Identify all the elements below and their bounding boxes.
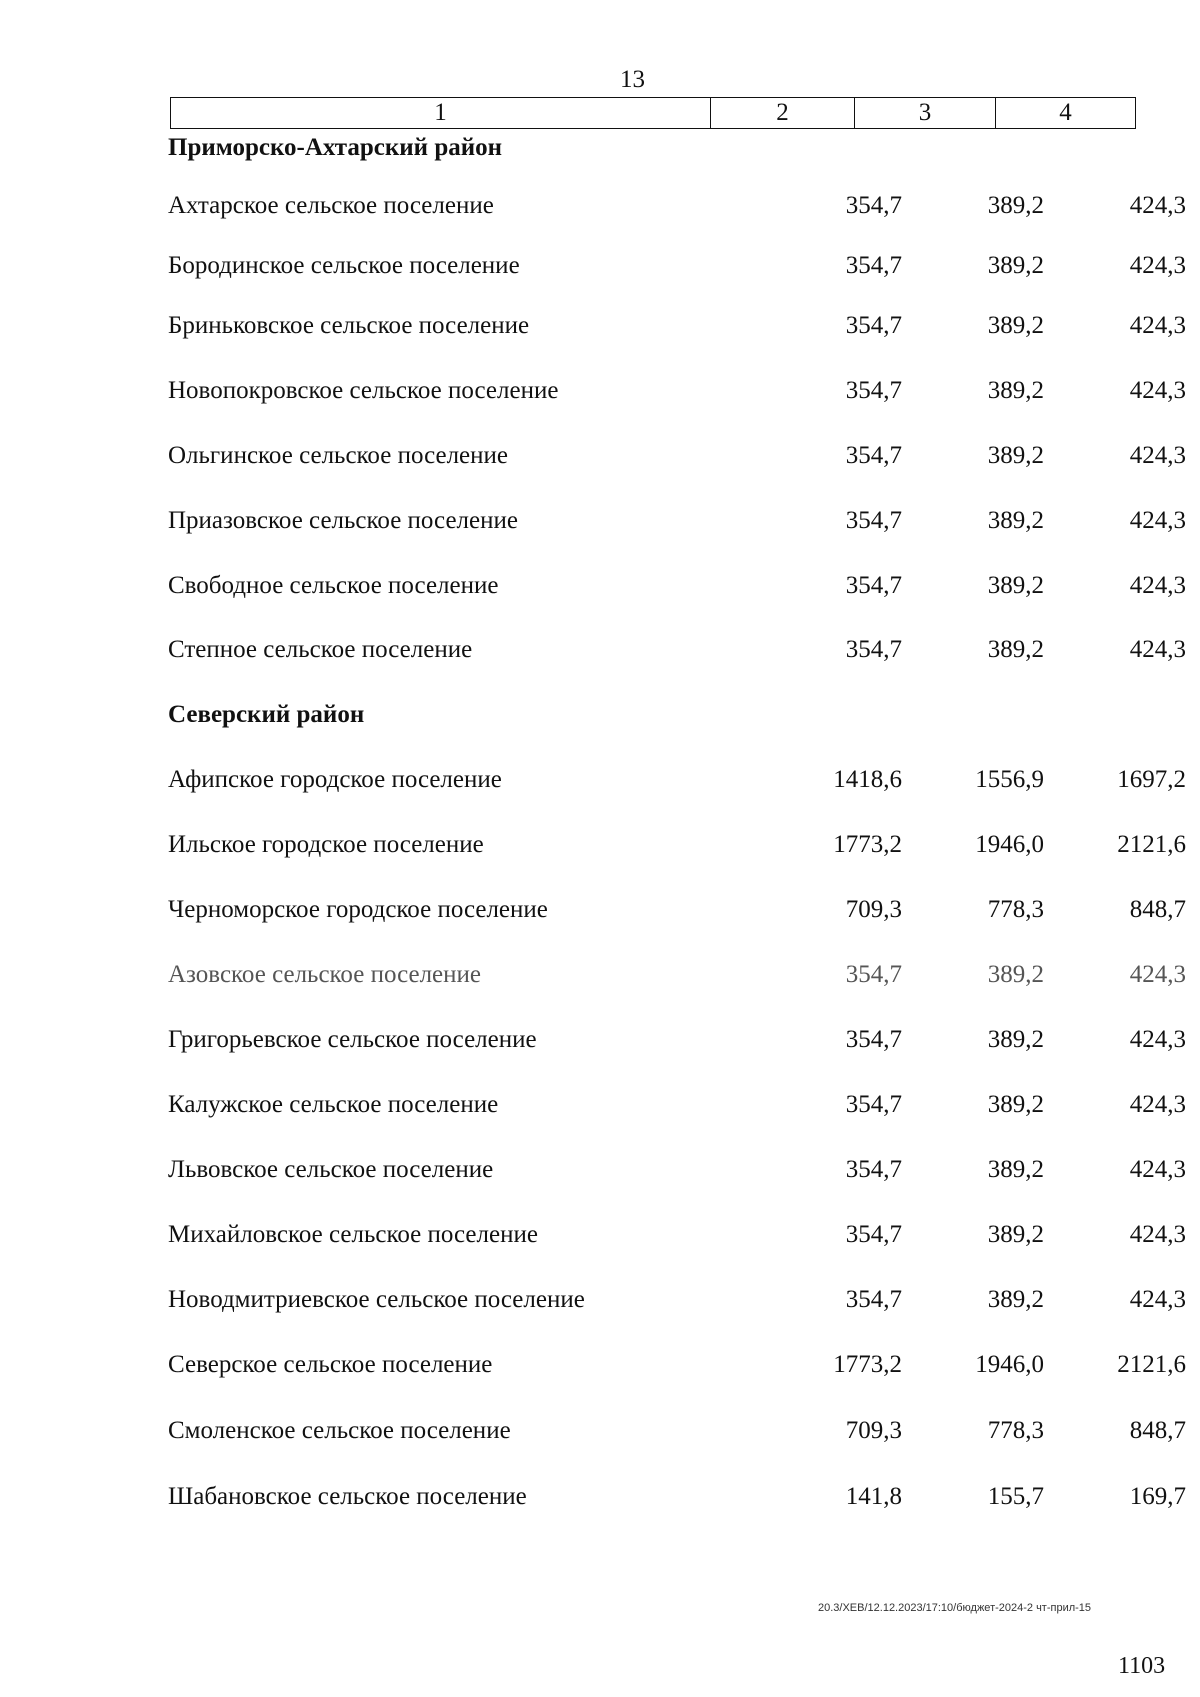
settlement-name: Степное сельское поселение bbox=[168, 636, 473, 663]
value-col-4: 1697,2 bbox=[1117, 766, 1186, 793]
district-heading bbox=[168, 697, 1140, 733]
value-col-4: 424,3 bbox=[1129, 507, 1186, 534]
value-col-4: 424,3 bbox=[1129, 636, 1186, 663]
value-col-2: 709,3 bbox=[845, 896, 902, 923]
value-col-4: 424,3 bbox=[1129, 1026, 1186, 1053]
value-col-3: 389,2 bbox=[987, 572, 1044, 599]
value-col-2: 354,7 bbox=[845, 572, 902, 599]
settlement-name: Черноморское городское поселение bbox=[168, 896, 548, 923]
table-row bbox=[168, 1347, 1186, 1383]
settlement-name: Ахтарское сельское поселение bbox=[168, 192, 494, 219]
settlement-name: Григорьевское сельское поселение bbox=[168, 1026, 537, 1053]
value-col-3: 389,2 bbox=[987, 961, 1044, 988]
value-col-4: 424,3 bbox=[1129, 1221, 1186, 1248]
header-col-4: 4 bbox=[1059, 99, 1072, 126]
value-col-4: 424,3 bbox=[1129, 1156, 1186, 1183]
value-col-3: 389,2 bbox=[987, 442, 1044, 469]
value-col-4: 424,3 bbox=[1129, 1286, 1186, 1313]
value-col-4: 848,7 bbox=[1129, 896, 1186, 923]
value-col-4: 424,3 bbox=[1129, 377, 1186, 404]
table-row bbox=[168, 248, 1186, 284]
table-row bbox=[168, 373, 1186, 409]
table-row bbox=[168, 308, 1186, 344]
settlement-name: Бородинское сельское поселение bbox=[168, 252, 520, 279]
value-col-3: 389,2 bbox=[987, 252, 1044, 279]
value-col-3: 155,7 bbox=[987, 1483, 1044, 1510]
value-col-2: 1773,2 bbox=[833, 1351, 902, 1378]
value-col-2: 141,8 bbox=[845, 1483, 902, 1510]
table-row bbox=[168, 568, 1186, 604]
value-col-4: 169,7 bbox=[1129, 1483, 1186, 1510]
table-row bbox=[168, 827, 1186, 863]
value-col-2: 354,7 bbox=[845, 1221, 902, 1248]
value-col-2: 354,7 bbox=[845, 312, 902, 339]
value-col-2: 354,7 bbox=[845, 442, 902, 469]
value-col-3: 389,2 bbox=[987, 1286, 1044, 1313]
table-row bbox=[168, 1282, 1186, 1318]
value-col-2: 1773,2 bbox=[833, 831, 902, 858]
value-col-2: 1418,6 bbox=[833, 766, 902, 793]
value-col-4: 424,3 bbox=[1129, 442, 1186, 469]
page-number-top: 13 bbox=[620, 66, 645, 93]
table-row bbox=[168, 1413, 1186, 1449]
value-col-3: 389,2 bbox=[987, 1091, 1044, 1118]
table-row bbox=[168, 957, 1186, 993]
header-col-1: 1 bbox=[171, 98, 711, 128]
document-stamp: 20.3/ХЕВ/12.12.2023/17:10/бюджет-2024-2 чт-прил-15 bbox=[818, 1602, 1092, 1614]
value-col-4: 2121,6 bbox=[1117, 1351, 1186, 1378]
value-col-2: 354,7 bbox=[845, 507, 902, 534]
settlement-name: Новодмитриевское сельское поселение bbox=[168, 1286, 585, 1313]
settlement-name: Ильское городское поселение bbox=[168, 831, 484, 858]
settlement-name: Ольгинское сельское поселение bbox=[168, 442, 508, 469]
value-col-4: 424,3 bbox=[1129, 572, 1186, 599]
table-row bbox=[168, 438, 1186, 474]
table-header-row bbox=[170, 97, 1136, 129]
settlement-name: Приазовское сельское поселение bbox=[168, 507, 518, 534]
value-col-4: 848,7 bbox=[1129, 1417, 1186, 1444]
value-col-3: 778,3 bbox=[987, 1417, 1044, 1444]
value-col-4: 424,3 bbox=[1129, 192, 1186, 219]
value-col-2: 354,7 bbox=[845, 636, 902, 663]
table-row bbox=[168, 1479, 1186, 1515]
value-col-3: 389,2 bbox=[987, 636, 1044, 663]
table-row bbox=[168, 762, 1186, 798]
value-col-3: 389,2 bbox=[987, 1156, 1044, 1183]
settlement-name: Михайловское сельское поселение bbox=[168, 1221, 538, 1248]
settlement-name: Смоленское сельское поселение bbox=[168, 1417, 511, 1444]
value-col-4: 2121,6 bbox=[1117, 831, 1186, 858]
settlement-name: Северское сельское поселение bbox=[168, 1351, 493, 1378]
settlement-name: Львовское сельское поселение bbox=[168, 1156, 494, 1183]
value-col-2: 354,7 bbox=[845, 1286, 902, 1313]
settlement-name: Азовское сельское поселение bbox=[168, 961, 481, 988]
settlement-name: Бриньковское сельское поселение bbox=[168, 312, 530, 339]
value-col-2: 354,7 bbox=[845, 961, 902, 988]
header-col-2: 2 bbox=[711, 98, 855, 128]
value-col-3: 1946,0 bbox=[975, 1351, 1044, 1378]
district-name: Приморско-Ахтарский район bbox=[168, 134, 503, 161]
page-number-bottom: 1103 bbox=[1118, 1653, 1166, 1679]
table-row bbox=[168, 1152, 1186, 1188]
settlement-name: Новопокровское сельское поселение bbox=[168, 377, 559, 404]
value-col-3: 389,2 bbox=[987, 1221, 1044, 1248]
table-row bbox=[168, 1217, 1186, 1253]
value-col-3: 389,2 bbox=[987, 377, 1044, 404]
table-row bbox=[168, 1087, 1186, 1123]
value-col-2: 354,7 bbox=[845, 192, 902, 219]
value-col-4: 424,3 bbox=[1129, 961, 1186, 988]
value-col-3: 389,2 bbox=[987, 1026, 1044, 1053]
value-col-2: 354,7 bbox=[845, 1026, 902, 1053]
district-name: Северский район bbox=[168, 701, 365, 728]
value-col-3: 389,2 bbox=[987, 192, 1044, 219]
header-col-3: 3 bbox=[855, 98, 996, 128]
table-row bbox=[168, 188, 1186, 224]
settlement-name: Афипское городское поселение bbox=[168, 766, 502, 793]
settlement-name: Свободное сельское поселение bbox=[168, 572, 499, 599]
value-col-3: 389,2 bbox=[987, 507, 1044, 534]
value-col-3: 1946,0 bbox=[975, 831, 1044, 858]
table-row bbox=[168, 1022, 1186, 1058]
value-col-2: 709,3 bbox=[845, 1417, 902, 1444]
value-col-3: 778,3 bbox=[987, 896, 1044, 923]
table-row bbox=[168, 632, 1186, 668]
district-heading bbox=[168, 130, 1140, 166]
value-col-4: 424,3 bbox=[1129, 1091, 1186, 1118]
settlement-name: Шабановское сельское поселение bbox=[168, 1483, 527, 1510]
value-col-2: 354,7 bbox=[845, 1156, 902, 1183]
value-col-4: 424,3 bbox=[1129, 252, 1186, 279]
value-col-3: 1556,9 bbox=[975, 766, 1044, 793]
table-row bbox=[168, 503, 1186, 539]
value-col-3: 389,2 bbox=[987, 312, 1044, 339]
settlement-name: Калужское сельское поселение bbox=[168, 1091, 499, 1118]
value-col-2: 354,7 bbox=[845, 377, 902, 404]
table-row bbox=[168, 892, 1186, 928]
value-col-2: 354,7 bbox=[845, 1091, 902, 1118]
value-col-2: 354,7 bbox=[845, 252, 902, 279]
value-col-4: 424,3 bbox=[1129, 312, 1186, 339]
